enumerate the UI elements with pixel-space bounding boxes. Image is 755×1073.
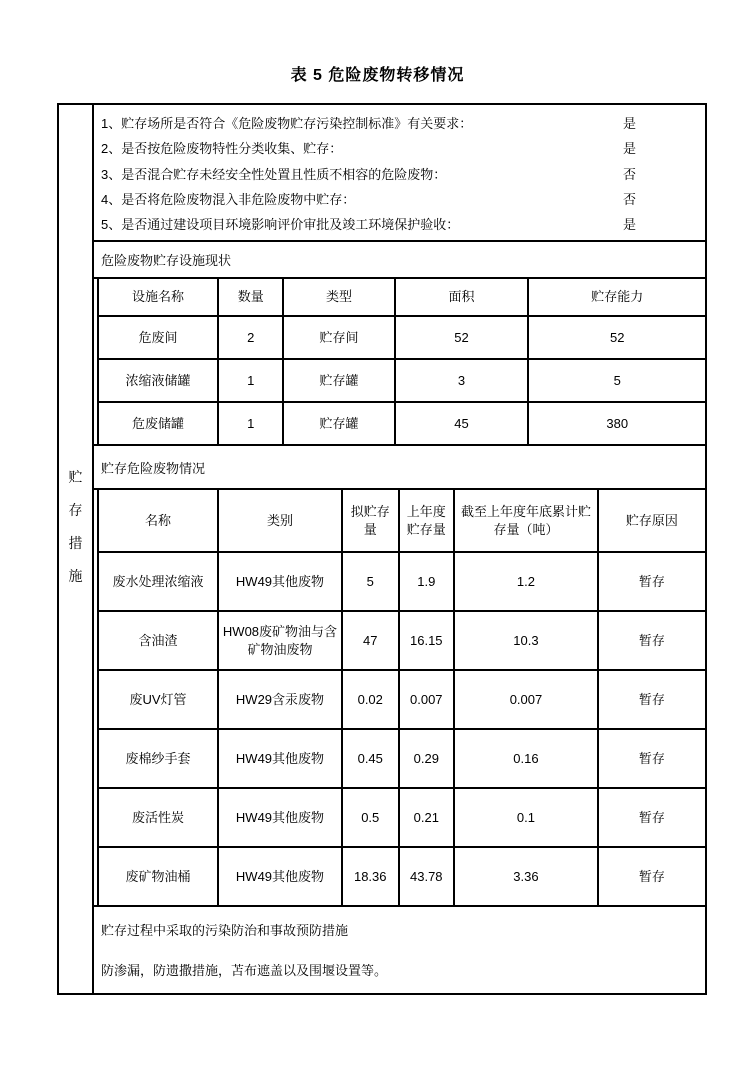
- storage-measures-vertical-text: [69, 461, 83, 593]
- question-row: [101, 135, 705, 160]
- waste-reason-cell: 暂存: [638, 573, 665, 589]
- storage-measures-label: [59, 105, 94, 993]
- waste-row: [99, 728, 705, 787]
- waste-name-cell: 含油渣: [99, 612, 219, 669]
- facilities-row: [99, 315, 705, 358]
- facility-quantity-cell: 1: [219, 403, 284, 444]
- facility-area-cell: 3: [396, 360, 530, 401]
- waste-planned-storage-cell: 5: [343, 553, 400, 610]
- waste-row: [99, 787, 705, 846]
- waste-cumulative-storage-cell: 3.36: [455, 848, 599, 905]
- waste-lastyear-storage-cell: 1.9: [400, 553, 456, 610]
- facilities-header-cell: 设施名称: [99, 279, 219, 315]
- storage-measures-char: 存: [68, 502, 83, 518]
- facilities-header-cell: 面积: [396, 279, 530, 315]
- main-table: [57, 103, 707, 995]
- question-row: [101, 186, 705, 211]
- waste-lastyear-storage-cell: 0.007: [400, 671, 456, 728]
- waste-lastyear-storage-cell: 43.78: [400, 848, 456, 905]
- waste-section-title: [94, 446, 705, 490]
- waste-name-cell: 废水处理浓缩液: [99, 553, 219, 610]
- waste-planned-storage-cell: 0.5: [343, 789, 400, 846]
- waste-planned-storage-cell: 0.45: [343, 730, 400, 787]
- waste-cumulative-storage-cell: 0.007: [455, 671, 599, 728]
- facility-type-cell: 贮存间: [284, 317, 395, 358]
- waste-planned-storage-cell: 47: [343, 612, 400, 669]
- waste-reason-cell: 暂存: [638, 750, 665, 766]
- facilities-header-cell: 数量: [219, 279, 284, 315]
- waste-category-cell: HW49其他废物: [219, 789, 343, 846]
- waste-table: [97, 490, 705, 905]
- facility-area-cell: 52: [396, 317, 530, 358]
- facility-type-cell: 贮存罐: [284, 360, 395, 401]
- prevention-title: 贮存过程中采取的污染防治和事故预防措施: [101, 923, 349, 938]
- waste-reason-cell: 暂存: [638, 809, 665, 825]
- facilities-row: [99, 401, 705, 444]
- facilities-header-cell: 贮存能力: [591, 289, 644, 305]
- waste-header-row: [99, 490, 705, 551]
- facilities-header-row: [99, 279, 705, 315]
- waste-name-cell: 废矿物油桶: [99, 848, 219, 905]
- question-text: 3、是否混合贮存未经安全性处置且性质不相容的危险废物：: [101, 166, 447, 182]
- waste-lastyear-storage-cell: 0.29: [400, 730, 456, 787]
- waste-reason-cell: 暂存: [638, 632, 665, 648]
- question-answer: 否: [623, 191, 637, 207]
- facility-area-cell: 45: [396, 403, 530, 444]
- facilities-row: [99, 358, 705, 401]
- facility-capacity-cell: 52: [609, 329, 625, 345]
- storage-measures-char: 施: [68, 568, 83, 584]
- waste-row: [99, 551, 705, 610]
- question-answer: 是: [623, 216, 637, 232]
- waste-planned-storage-cell: 0.02: [343, 671, 400, 728]
- facility-capacity-cell: 5: [613, 372, 621, 388]
- waste-row: [99, 846, 705, 905]
- waste-table-body: [99, 551, 705, 905]
- waste-cumulative-storage-cell: 0.16: [455, 730, 599, 787]
- facilities-table-body: [99, 315, 705, 444]
- facilities-header-cell: 类型: [284, 279, 395, 315]
- storage-measures-char: 贮: [68, 469, 83, 485]
- waste-header-cell: 名称: [99, 490, 219, 551]
- facilities-section-title-text: 危险废物贮存设施现状: [101, 253, 232, 268]
- question-answer: 是: [623, 141, 637, 157]
- waste-reason-cell: 暂存: [638, 868, 665, 884]
- facilities-table: [97, 279, 705, 444]
- waste-reason-cell: 暂存: [638, 691, 665, 707]
- table-content-column: [94, 105, 705, 993]
- facility-type-cell: 贮存罐: [284, 403, 395, 444]
- facilities-section-title: [94, 242, 705, 279]
- waste-name-cell: 废活性炭: [99, 789, 219, 846]
- facility-name-cell: 危废间: [99, 317, 219, 358]
- waste-category-cell: HW08废矿物油与含矿物油废物: [219, 612, 343, 669]
- prevention-content: 防渗漏，防遗撒措施，苫布遮盖以及围堰设置等。: [101, 963, 388, 978]
- waste-cumulative-storage-cell: 0.1: [455, 789, 599, 846]
- question-row: [101, 160, 705, 185]
- waste-header-cell: 贮存原因: [625, 512, 678, 528]
- facility-name-cell: 危废储罐: [99, 403, 219, 444]
- waste-category-cell: HW49其他废物: [219, 553, 343, 610]
- question-answer: 是: [623, 116, 637, 132]
- facilities-table-wrap: [94, 279, 705, 446]
- waste-lastyear-storage-cell: 16.15: [400, 612, 456, 669]
- waste-cumulative-storage-cell: 1.2: [455, 553, 599, 610]
- prevention-section: [94, 907, 705, 993]
- waste-header-cell: 拟贮存量: [343, 490, 400, 551]
- waste-category-cell: HW29含汞废物: [219, 671, 343, 728]
- waste-name-cell: 废UV灯管: [99, 671, 219, 728]
- facility-capacity-cell: 380: [606, 415, 629, 431]
- waste-category-cell: HW49其他废物: [219, 848, 343, 905]
- waste-cumulative-storage-cell: 10.3: [455, 612, 599, 669]
- question-row: [101, 211, 705, 236]
- waste-header-cell: 上年度贮存量: [400, 490, 456, 551]
- waste-header-cell: 类别: [219, 490, 343, 551]
- facility-quantity-cell: 2: [219, 317, 284, 358]
- waste-table-wrap: [94, 490, 705, 907]
- question-answer: 否: [623, 166, 637, 182]
- question-text: 1、贮存场所是否符合《危险废物贮存污染控制标准》有关要求：: [101, 116, 473, 132]
- waste-row: [99, 610, 705, 669]
- waste-header-cell: 截至上年度年底累计贮存量（吨）: [455, 490, 599, 551]
- page-title: 表 5 危险废物转移情况: [290, 67, 465, 84]
- question-text: 2、是否按危险废物特性分类收集、贮存：: [101, 141, 343, 157]
- storage-measures-char: 措: [68, 535, 83, 551]
- waste-section-title-text: 贮存危险废物情况: [101, 460, 206, 476]
- facility-name-cell: 浓缩液储罐: [99, 360, 219, 401]
- question-row: [101, 110, 705, 135]
- waste-lastyear-storage-cell: 0.21: [400, 789, 456, 846]
- waste-row: [99, 669, 705, 728]
- waste-category-cell: HW49其他废物: [219, 730, 343, 787]
- waste-name-cell: 废棉纱手套: [99, 730, 219, 787]
- questions-section: [94, 105, 705, 242]
- waste-planned-storage-cell: 18.36: [343, 848, 400, 905]
- facility-quantity-cell: 1: [219, 360, 284, 401]
- question-text: 4、是否将危险废物混入非危险废物中贮存：: [101, 191, 356, 207]
- question-text: 5、是否通过建设项目环境影响评价审批及竣工环境保护验收：: [101, 216, 460, 232]
